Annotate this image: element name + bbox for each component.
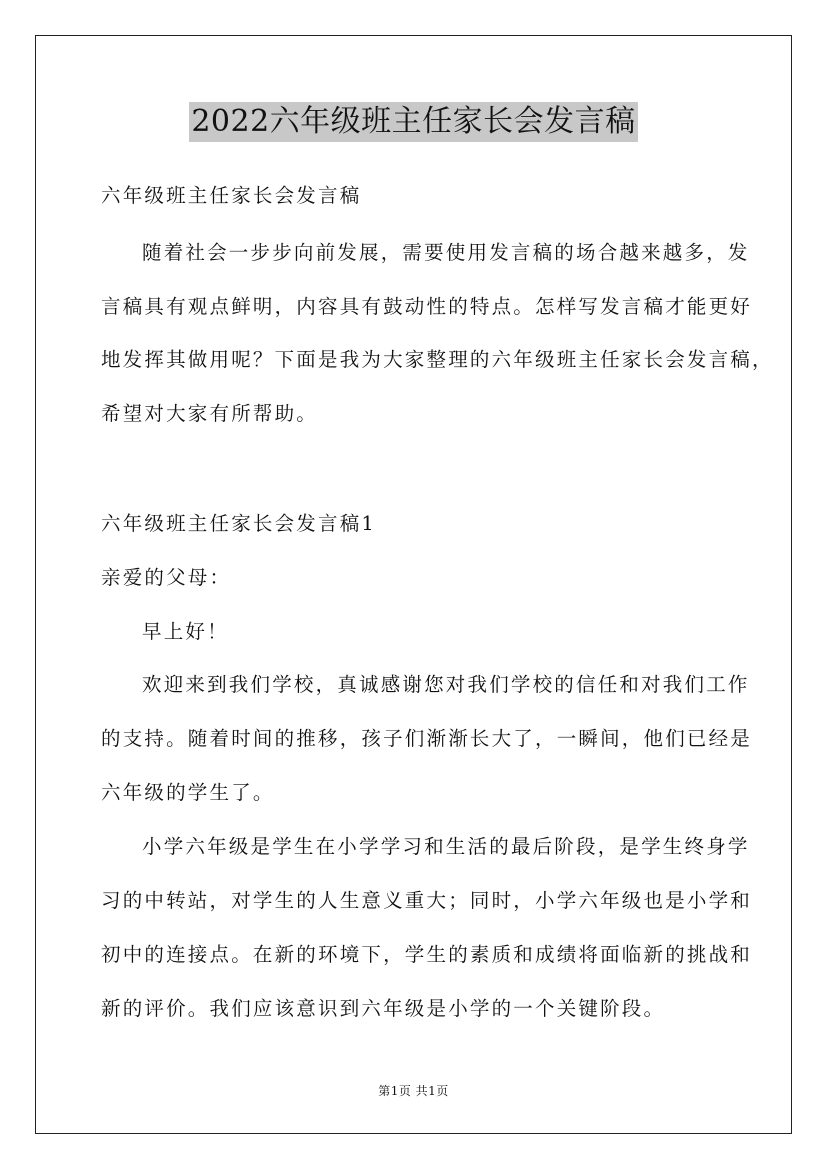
para2-line-3: 初中的连接点。在新的环境下，学生的素质和成绩将面临新的挑战和 <box>101 943 753 966</box>
para1-line-1: 欢迎来到我们学校，真诚感谢您对我们学校的信任和对我们工作 <box>142 673 750 696</box>
document-title: 2022六年级班主任家长会发言稿 <box>189 102 637 142</box>
para2-line-2: 习的中转站，对学生的人生意义重大；同时，小学六年级也是小学和 <box>101 889 753 912</box>
para2-line-4: 新的评价。我们应该意识到六年级是小学的一个关键阶段。 <box>101 997 666 1020</box>
intro-line-3: 地发挥其做用呢？下面是我为大家整理的六年级班主任家长会发言稿， <box>101 348 774 371</box>
document-subtitle: 六年级班主任家长会发言稿 <box>101 184 362 207</box>
title-wrap <box>0 102 827 142</box>
salutation: 亲爱的父母： <box>101 566 232 589</box>
greeting: 早上好！ <box>142 620 229 643</box>
section-heading: 六年级班主任家长会发言稿1 <box>101 512 377 535</box>
intro-line-2: 言稿具有观点鲜明，内容具有鼓动性的特点。怎样写发言稿才能更好 <box>101 295 753 318</box>
para1-line-2: 的支持。随着时间的推移，孩子们渐渐长大了，一瞬间，他们已经是 <box>101 727 753 750</box>
intro-line-1: 随着社会一步步向前发展，需要使用发言稿的场合越来越多，发 <box>142 241 750 264</box>
para2-line-1: 小学六年级是学生在小学学习和生活的最后阶段，是学生终身学 <box>142 835 750 858</box>
intro-line-4: 希望对大家有所帮助。 <box>101 402 319 425</box>
page-footer: 第1页 共1页 <box>378 1084 449 1098</box>
para1-line-3: 六年级的学生了。 <box>101 781 275 804</box>
